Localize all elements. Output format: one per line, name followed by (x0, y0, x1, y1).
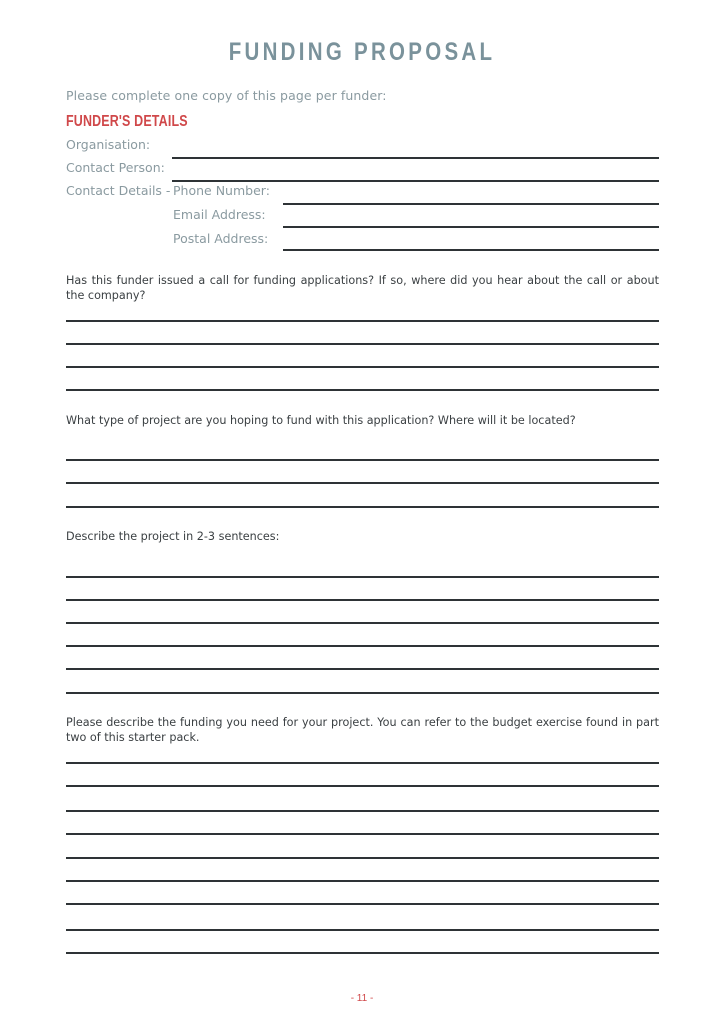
phone-number-field[interactable] (283, 203, 659, 205)
answer-line[interactable] (66, 506, 659, 508)
answer-line[interactable] (66, 810, 659, 812)
phone-number-label: Phone Number: (173, 183, 270, 198)
question-project-description: Describe the project in 2-3 sentences: (66, 530, 280, 543)
email-address-field[interactable] (283, 226, 659, 228)
contact-person-label: Contact Person: (66, 160, 165, 175)
answer-line[interactable] (66, 622, 659, 624)
organisation-label: Organisation: (66, 137, 151, 152)
email-address-label: Email Address: (173, 207, 266, 222)
funders-details-heading: FUNDER'S DETAILS (66, 113, 188, 130)
question-funding-needed: Please describe the funding you need for your project. You can refer to the budget exercise found in part two of this starter pack. (66, 716, 659, 744)
answer-line[interactable] (66, 366, 659, 368)
question-project-type: What type of project are you hoping to fund with this application? Where will it be located? (66, 414, 576, 427)
answer-line[interactable] (66, 459, 659, 461)
contact-details-label: Contact Details - (66, 183, 171, 198)
answer-line[interactable] (66, 857, 659, 859)
answer-line[interactable] (66, 482, 659, 484)
answer-line[interactable] (66, 785, 659, 787)
answer-line[interactable] (66, 692, 659, 694)
answer-line[interactable] (66, 880, 659, 882)
postal-address-field[interactable] (283, 249, 659, 251)
answer-line[interactable] (66, 599, 659, 601)
answer-line[interactable] (66, 343, 659, 345)
organisation-field[interactable] (172, 157, 659, 159)
answer-line[interactable] (66, 903, 659, 905)
answer-line[interactable] (66, 389, 659, 391)
question-funding-call: Has this funder issued a call for funding applications? If so, where did you hear about the call or about the company? (66, 274, 659, 302)
answer-line[interactable] (66, 645, 659, 647)
answer-line[interactable] (66, 668, 659, 670)
answer-line[interactable] (66, 320, 659, 322)
page-number: - 11 - (350, 993, 374, 1004)
answer-line[interactable] (66, 952, 659, 954)
answer-line[interactable] (66, 576, 659, 578)
contact-person-field[interactable] (172, 180, 659, 182)
page-title: FUNDING PROPOSAL (228, 38, 496, 66)
answer-line[interactable] (66, 833, 659, 835)
answer-line[interactable] (66, 762, 659, 764)
answer-line[interactable] (66, 929, 659, 931)
intro-text: Please complete one copy of this page per funder: (66, 88, 387, 103)
postal-address-label: Postal Address: (173, 231, 269, 246)
